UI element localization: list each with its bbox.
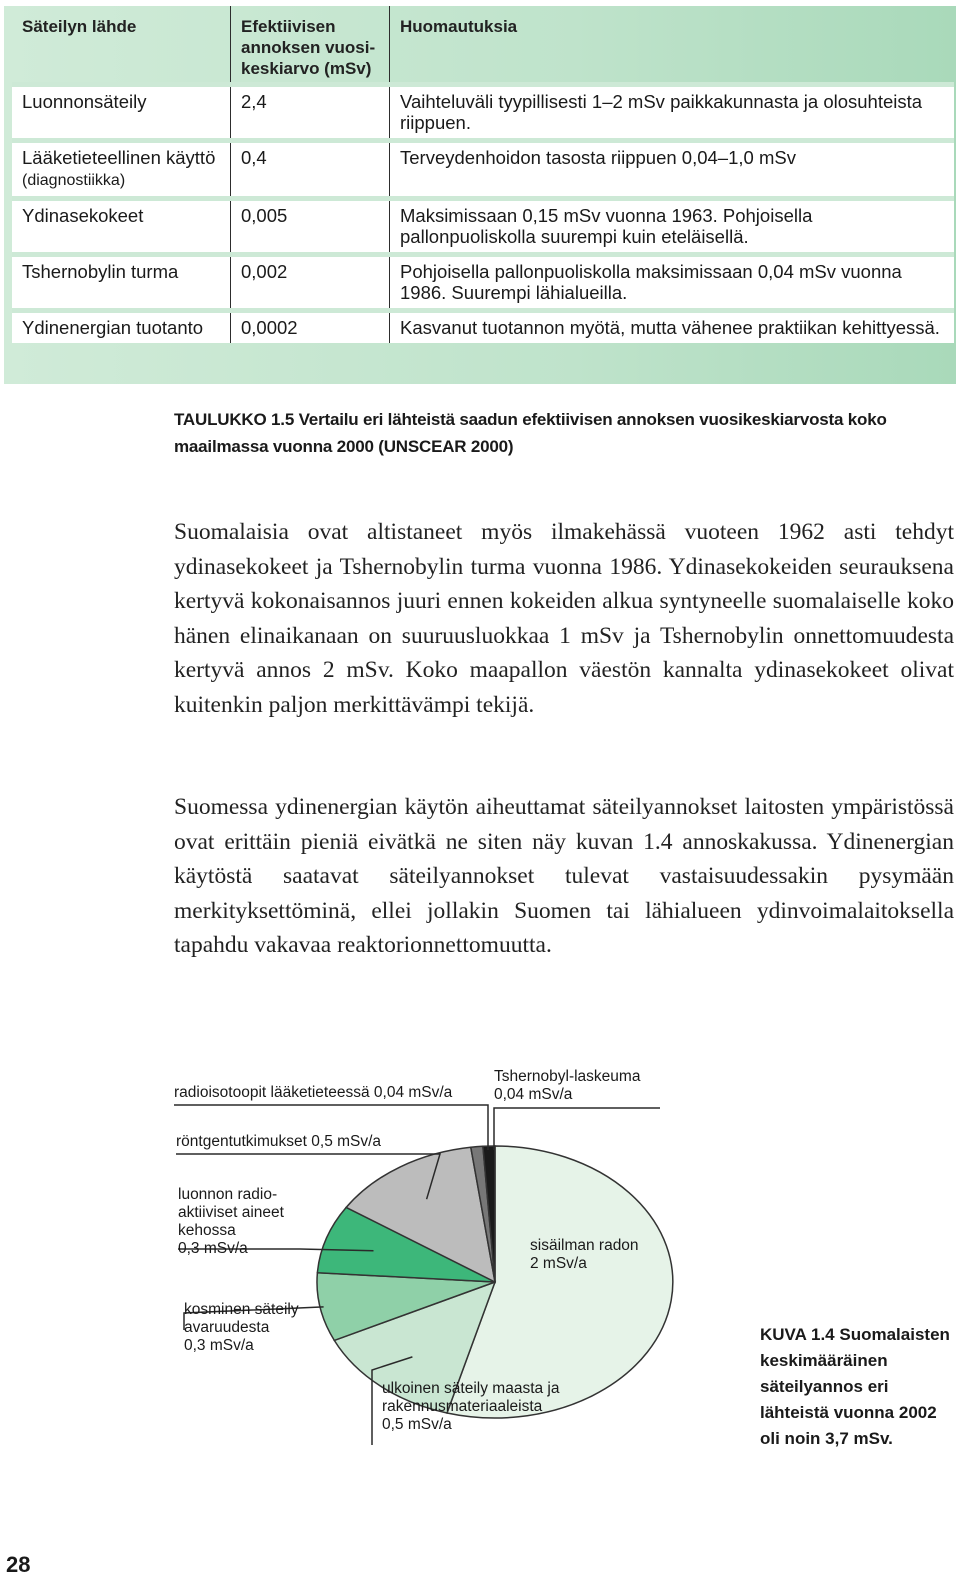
table-row [12,141,954,199]
cell-dose: 0,002 [231,255,390,311]
cell-note: Pohjoisella pallonpuoliskolla maksimissaan 0,04 mSv vuonna 1986. Suurempi lähialueilla. [390,255,955,311]
slice-label-line: rakennusmateriaaleista [382,1398,543,1415]
slice-label-line: kehossa [178,1222,236,1239]
slice-label-line: 0,5 mSv/a [382,1416,452,1433]
cell-dose: 2,4 [231,85,390,141]
slice-label-line: sisäilman radon [530,1237,639,1254]
slice-label-line: 0,3 mSv/a [184,1337,254,1354]
slice-label-3 [178,1186,285,1257]
cell-source [12,199,231,255]
figure-caption-text: Suomalaisten keskimääräinen säteilyannos eri lähteistä vuonna 2002 oli noin 3,7 mSv. [760,1325,950,1448]
table-caption-label: TAULUKKO 1.5 [174,410,295,429]
table-row [12,85,954,141]
source-text: Ydinenergian tuotanto [22,317,204,338]
header-source: Säteilyn lähde [12,6,231,85]
source-note: (diagnostiikka) [22,172,126,189]
dose-table-panel [4,6,956,384]
table-row [12,199,954,255]
slice-label-line: kosminen säteily [184,1301,299,1318]
cell-dose: 0,4 [231,141,390,199]
slice-label-line: luonnon radio- [178,1186,278,1203]
source-text: Luonnonsäteily [22,91,147,112]
slice-label-line: radioisotoopit lääketieteessä 0,04 mSv/a [174,1084,453,1101]
table-caption [174,406,914,460]
cell-note: Vaihteluväli tyypillisesti 1–2 mSv paikkakunnasta ja olosuhteista riippuen. [390,85,955,141]
header-dose: Efektiivisen annoksen vuosi-keskiarvo (mSv) [231,6,390,85]
paragraph: Suomalaisia ovat altistaneet myös ilmakehässä vuoteen 1962 asti tehdyt ydinasekokeet ja Tshernobylin turma vuonna 1986. Ydinasekokeiden seurauksena kertyvä kokonaisannos juuri ennen kokeiden alkua syntyneelle suomalaiselle koko hänen elinaikanaan on suuruusluokkaa 1 mSv ja Tshernobylin onnettomuudesta kertyvä annos 2 mSv. Koko maapallon väestön kannalta ydinasekokeet olivat kuitenkin paljon merkittävämpi tekijä. [174,519,954,718]
slice-label-line: 2 mSv/a [530,1255,587,1272]
cell-source [12,85,231,141]
slice-label-2 [184,1301,299,1354]
cell-note: Kasvanut tuotannon myötä, mutta vähenee praktiikan kehittyessä. [390,311,955,344]
cell-note: Terveydenhoidon tasosta riippuen 0,04–1,0 mSv [390,141,955,199]
slice-label-line: 0,3 mSv/a [178,1240,248,1257]
cell-source [12,255,231,311]
table-row [12,255,954,311]
slice-label-1 [382,1380,560,1433]
table-caption-text: Vertailu eri lähteistä saadun efektiivisen annoksen vuosikeskiarvosta koko maailmassa vuonna 2000 (UNSCEAR 2000) [174,410,887,456]
leader-line-6 [494,1108,660,1150]
cell-dose: 0,0002 [231,311,390,344]
table-row [12,311,954,344]
header-notes: Huomautuksia [400,17,518,36]
cell-note: Maksimissaan 0,15 mSv vuonna 1963. Pohjoisella pallonpuoliskolla suurempi kuin eteläisellä. [390,199,955,255]
figure-caption [760,1322,950,1452]
slice-label-line: Tshernobyl-laskeuma [494,1068,641,1085]
slice-label-line: röntgentutkimukset 0,5 mSv/a [176,1133,382,1150]
slice-label-line: avaruudesta [184,1319,270,1336]
cell-source [12,141,231,199]
figure-caption-label: KUVA 1.4 [760,1325,835,1344]
slice-label-4 [176,1133,381,1150]
slice-label-6 [494,1068,641,1103]
page-number: 28 [6,1552,31,1577]
slice-label-line: 0,04 mSv/a [494,1086,573,1103]
source-text: Lääketieteellinen käyttö [22,147,216,168]
table-header-row [12,6,954,85]
paragraph: Suomessa ydinenergian käytön aiheuttamat säteilyannokset laitosten ympäristössä ovat erittäin pieniä eivätkä ne siten näy kuvan 1.4 annoskakussa. Ydinenergian käytöstä saatavat säteilyannokset tulevat vastaisuudessakin pysymään merkityksettöminä, ellei jollakin Suomen tai lähialueen ydinvoimalaitoksella tapahdu vakavaa reaktorionnettomuutta. [174,794,954,958]
cell-source [12,311,231,344]
source-text: Ydinasekokeet [22,205,144,226]
slice-label-line: aktiiviset aineet [178,1204,284,1221]
slice-label-5 [174,1084,453,1101]
slice-label-line: ulkoinen säteily maasta ja [382,1380,560,1397]
source-text: Tshernobylin turma [22,261,179,282]
cell-dose: 0,005 [231,199,390,255]
dose-table [12,6,954,343]
